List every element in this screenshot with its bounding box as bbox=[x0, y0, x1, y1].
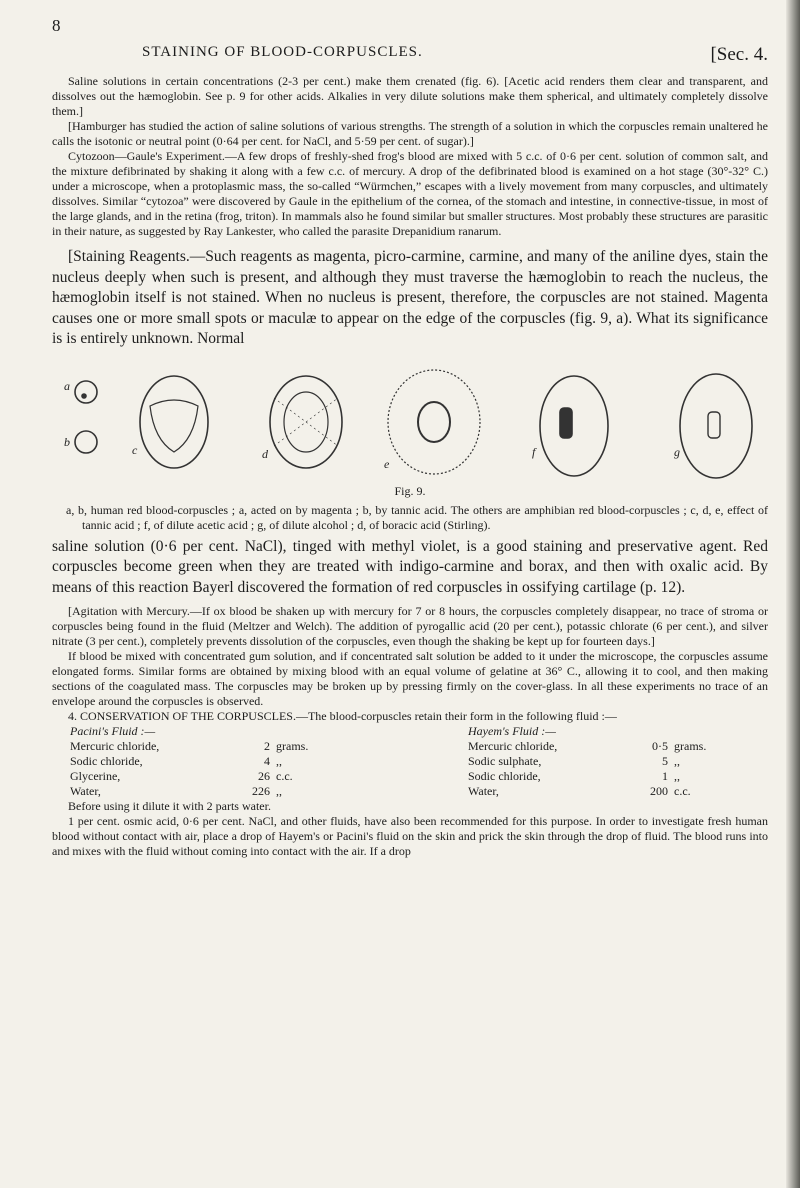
pacini-fluid bbox=[70, 724, 330, 799]
hayem-title: Hayem's Fluid :— bbox=[468, 724, 556, 738]
recipe-row: Mercuric chloride, 0·5 grams. bbox=[468, 739, 707, 753]
recipe-row: Sodic sulphate, 5 ,, bbox=[468, 754, 680, 768]
corpuscle-a bbox=[75, 381, 97, 403]
figure-title: Fig. 9. bbox=[394, 483, 426, 498]
recipe-row: Sodic chloride, 1 ,, bbox=[468, 769, 680, 783]
pacini-title: Pacini's Fluid :— bbox=[70, 724, 156, 738]
paragraph-dilute: Before using it dilute it with 2 parts water. bbox=[68, 799, 271, 813]
recipe-row: Glycerine, 26 c.c. bbox=[70, 769, 293, 783]
figure-caption: a, b, human red blood-corpuscles ; a, acted on by magenta ; b, by tannic acid. The others are amphibian red blood-corpuscles ; c, d, e, effect of tannic acid ; f, of dilute acetic acid ; g, of dilute alcohol ; d, of boracic acid (Stirling). bbox=[66, 502, 768, 532]
corpuscle-g bbox=[680, 374, 752, 478]
paragraph-cytozoon: Cytozoon—Gaule's Experiment.—A few drops of freshly-shed frog's blood are mixed with 5 c.c. of 0·6 per cent. solution of common salt, and the mixture defibrinated by shaking it along with a few c.c. of mercury. A drop of the defibrinated blood is examined on a hot stage (30°-32° C.) under a microscope, when a protoplasmic mass, the so-called “Würmchen,” escapes with a lively movement from many corpuscles, and ultimately dissolves. Similar “cytozoa” were discovered by Gaule in the epithelium of the cornea, of the stomach and intestine, in connective-tissue, in most of the large glands, and in the retina (frog, triton). In mammals also he found similar but smaller structures. Most probably these structures are parasitic in their nature, as suggested by Ray Lankester, who called the parasite Drepanidium ranarum. bbox=[52, 149, 768, 238]
section-label: [Sec. 4. bbox=[710, 44, 768, 65]
figure-9-drawing bbox=[52, 356, 768, 482]
paragraph-saline-methyl: saline solution (0·6 per cent. NaCl), tinged with methyl violet, is a good staining and preservative agent. Red corpuscles become green when they are treated with indigo-carmine and borax, and then with oxalic acid. By means of this reaction Bayerl discovered the formation of red corpuscles in ossifying cartilage (p. 12). bbox=[52, 537, 768, 596]
svg-text:g: g bbox=[674, 444, 680, 459]
paragraph-conservation: 4. CONSERVATION OF THE CORPUSCLES.—The blood-corpuscles retain their form in the following fluid :— bbox=[68, 709, 617, 723]
svg-text:a: a bbox=[64, 378, 70, 393]
recipe-row: Water, 200 c.c. bbox=[468, 784, 691, 798]
recipe-row: Sodic chloride, 4 ,, bbox=[70, 754, 282, 768]
page-number: 8 bbox=[52, 16, 61, 35]
hayem-fluid bbox=[468, 724, 728, 799]
corpuscle-f bbox=[540, 376, 608, 476]
paragraph-gum-solution: If blood be mixed with concentrated gum solution, and if concentrated salt solution be added to it under the microscope, the corpuscles assume elongated forms. Similar forms are obtained by mixing blood with an equal volume of gelatine at 36° C., allowing it to cool, and then making sections of the coagulated mass. The corpuscles may be broken up by pressing firmly on the cover-glass. In all these experiments no trace of an envelope around the corpuscles is observed. bbox=[52, 649, 768, 708]
paragraph-osmic: 1 per cent. osmic acid, 0·6 per cent. NaCl, and other fluids, have also been recommended for this purpose. In order to investigate fresh human blood without contact with air, place a drop of Hayem's or Pacini's fluid on the skin and prick the skin through the drop of fluid. The blood runs into and mixes with the fluid without coming into contact with the air. If a drop bbox=[52, 814, 768, 858]
paragraph-staining-reagents: [Staining Reagents.—Such reagents as magenta, picro-carmine, carmine, and many of the aniline dyes, stain the nucleus deeply when such is present, and although they must traverse the hæmoglobin to reach the nucleus, the hæmoglobin itself is not stained. When no nucleus is present, therefore, the corpuscles are not stained. Magenta causes one or more small spots or maculæ to appear on the edge of the corpuscles (fig. 9, a). What its significance is is entirely unknown. Normal bbox=[52, 248, 768, 347]
corpuscle-c bbox=[140, 376, 208, 468]
fluid-recipes bbox=[52, 724, 768, 799]
recipe-row: Water, 226 ,, bbox=[70, 784, 282, 798]
page bbox=[52, 16, 768, 859]
svg-text:c: c bbox=[132, 442, 138, 457]
running-title: STAINING OF BLOOD-CORPUSCLES. bbox=[142, 44, 423, 60]
page-header bbox=[52, 16, 768, 65]
svg-text:e: e bbox=[384, 456, 390, 471]
paragraph-saline: Saline solutions in certain concentrations (2-3 per cent.) make them crenated (fig. 6). [Acetic acid renders them clear and transparent, and dissolves out the hæmoglobin. See p. 9 for other acids. Alkalies in very dilute solutions make them spherical, and ultimately completely dissolve them.] bbox=[52, 74, 768, 118]
corpuscle-e bbox=[388, 370, 480, 474]
svg-text:f: f bbox=[532, 444, 536, 459]
book-edge bbox=[786, 0, 800, 1188]
svg-text:d: d bbox=[262, 446, 268, 461]
paragraph-agitation: [Agitation with Mercury.—If ox blood be shaken up with mercury for 7 or 8 hours, the corpuscles completely disappear, no trace of stroma or corpuscles being found in the fluid (Meltzer and Welch). The addition of pyrogallic acid (20 per cent.), potassic chlorate (6 per cent.), and silver nitrate (3 per cent.), completely prevents dissolution of the corpuscles, even though the shaking be kept up for fourteen days.] bbox=[52, 604, 768, 648]
corpuscle-b bbox=[75, 431, 97, 453]
svg-text:b: b bbox=[64, 434, 70, 449]
recipe-row: Mercuric chloride, 2 grams. bbox=[70, 739, 309, 753]
figure-9 bbox=[52, 356, 768, 482]
paragraph-hamburger: [Hamburger has studied the action of saline solutions of various strengths. The strength of a solution in which the corpuscles remain unaltered he calls the isotonic or neutral point (0·64 per cent. for NaCl, and 5·59 per cent. of sugar).] bbox=[52, 119, 768, 148]
